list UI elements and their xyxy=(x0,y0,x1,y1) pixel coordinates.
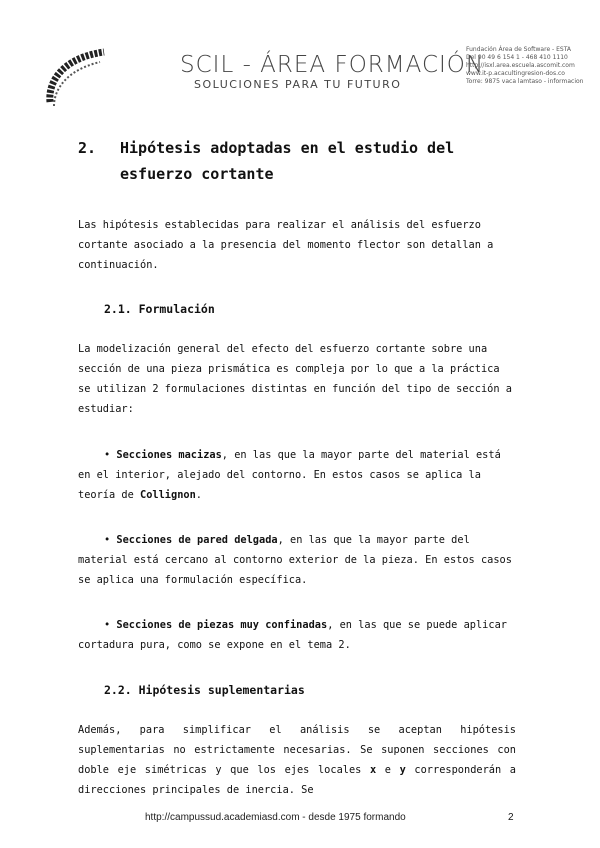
brand-subtitle: SOLUCIONES PARA TU FUTURO xyxy=(194,78,402,91)
formulacion-paragraph: La modelización general del efecto del esfuerzo cortante sobre una sección de una pieza prismática es compleja por lo que a la práctica se utilizan 2 formulaciones distintas en función del tipo de sección a estudiar: xyxy=(78,343,512,415)
page-number: 2 xyxy=(508,812,514,823)
bullet-text: , en las que la mayor parte del material está en el interior, alejado del contorno. En estos casos se aplica la teoría de xyxy=(78,449,501,501)
bullet-strong: Secciones de pared delgada xyxy=(116,534,278,546)
subsection-heading-formulacion: 2.1. Formulación xyxy=(104,302,215,316)
bullet-item: • Secciones macizas, en las que la mayor parte del material está en el interior, alejado del contorno. En estos casos se aplica la teoría de Collignon. xyxy=(78,449,501,501)
axis-y: y xyxy=(399,764,406,776)
subsection-heading-hipotesis: 2.2. Hipótesis suplementarias xyxy=(104,683,305,697)
bullet-text: , en las que la mayor parte del material está cercano al contorno exterior de la pieza. En estos casos se aplica una formulación específica. xyxy=(78,534,512,586)
contact-line: Fundación Área de Software - ESTA xyxy=(466,46,572,53)
bullet-end: . xyxy=(195,489,202,501)
brand-block xyxy=(180,52,484,91)
footer-text: http://campussud.academiasd.com - desde 1975 formando xyxy=(145,812,406,823)
contact-line: www.it-p.acacultingresion-dos.co xyxy=(466,70,565,77)
bullet-item: • Secciones de pared delgada, en las que la mayor parte del material está cercano al contorno exterior de la pieza. En estos casos se aplica una formulación específica. xyxy=(78,534,512,586)
page-content xyxy=(78,135,516,800)
bullet-strong: Secciones de piezas muy confinadas xyxy=(116,619,328,631)
contact-line: http://isxl.area.escuela.ascomit.com xyxy=(466,62,575,69)
bullet-text: , en las que se puede aplicar cortadura pura, como se expone en el tema 2. xyxy=(78,619,507,651)
contact-line: Torre: 9875 vaca lamtaso - informacion xyxy=(466,78,584,85)
hipotesis-text-a: Además, para simplificar el análisis se aceptan hipótesis suplementarias no estrictamente necesarias. Se suponen secciones con doble eje simétricas y que los ejes locales xyxy=(78,724,516,776)
hipotesis-text-b: e xyxy=(376,764,400,776)
axis-x: x xyxy=(369,764,377,776)
bullet-strong: Secciones macizas xyxy=(116,449,222,461)
intro-paragraph: Las hipótesis establecidas para realizar el análisis del esfuerzo cortante asociado a la presencia del momento flector son detallan a continuación. xyxy=(78,219,494,271)
bullet-item: • Secciones de piezas muy confinadas, en las que se puede aplicar cortadura pura, como se expone en el tema 2. xyxy=(78,619,507,651)
brand-title: SCIL - ÁREA FORMACIÓN xyxy=(180,52,485,78)
section-title-line1: Hipótesis adoptadas en el estudio del xyxy=(120,139,455,157)
contact-info xyxy=(466,46,584,86)
logo-swoosh-icon xyxy=(44,44,112,112)
section-number: 2. xyxy=(78,139,97,157)
section-title-line2: esfuerzo cortante xyxy=(120,165,274,183)
hipotesis-text-c: corresponderán a direcciones principales de inercia. Se xyxy=(78,764,516,796)
hipotesis-paragraph xyxy=(78,720,516,800)
bullet-strong-2: Collignon xyxy=(140,489,196,501)
contact-line: Del 90 49 6 154 1 - 468 410 1110 xyxy=(466,54,568,61)
section-heading xyxy=(78,135,516,187)
